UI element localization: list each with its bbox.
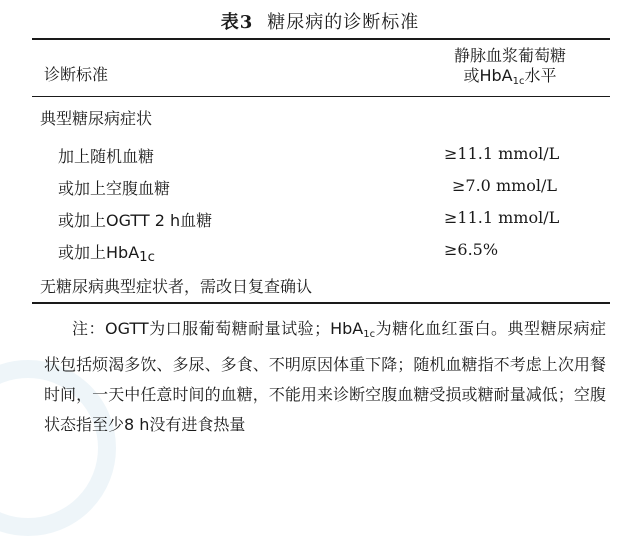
header-rule xyxy=(32,96,610,97)
row-value: ≥7.0 mmol/L xyxy=(452,176,558,195)
footnote-subscript: 1c xyxy=(363,329,376,340)
header-criteria: 诊断标准 xyxy=(44,65,109,84)
table-row xyxy=(58,240,155,265)
top-rule xyxy=(32,38,610,40)
table-row xyxy=(58,208,212,231)
row-label-subscript: 1c xyxy=(139,250,155,265)
header-hba-text: 或HbA xyxy=(463,66,513,85)
row-label: 或加上OGTT 2 h血糖 xyxy=(58,211,213,230)
row-label: 或加上HbA xyxy=(58,243,140,262)
row-label: 无糖尿病典型症状者，需改日复查确认 xyxy=(40,277,313,296)
row-label: 加上随机血糖 xyxy=(58,147,155,166)
table-row xyxy=(40,274,312,297)
row-label: 或加上空腹血糖 xyxy=(58,179,171,198)
row-label: 典型糖尿病症状 xyxy=(40,109,153,128)
table-row xyxy=(58,176,170,199)
header-glucose-line1: 静脉血浆葡萄糖 xyxy=(453,46,566,65)
footnote-text-1: 注：OGTT为口服葡萄糖耐量试验；HbA xyxy=(72,319,364,338)
header-hba-subscript: 1c xyxy=(512,76,525,87)
table-number: 表3 xyxy=(220,12,254,33)
row-value: ≥11.1 mmol/L xyxy=(444,208,560,227)
footnote-text-2: 为糖化血红蛋白。典型糖尿病症状包括烦渴多饮、多尿、多食、不明原因体重下降；随机血糖指不考虑上次用餐时间，一天中任意时间的血糖，不能用来诊断空腹血糖受损或糖耐量减低；空腹状态指至少8 h没有进食热量 xyxy=(44,319,606,434)
table-row xyxy=(58,144,154,167)
header-glucose-line2 xyxy=(420,66,600,92)
table-title xyxy=(0,8,640,34)
table-caption: 糖尿病的诊断标准 xyxy=(267,12,420,33)
table-row xyxy=(40,106,152,129)
header-glucose-level xyxy=(420,46,600,92)
bottom-rule xyxy=(32,302,610,304)
header-level-text: 水平 xyxy=(524,66,557,85)
row-value: ≥11.1 mmol/L xyxy=(444,144,560,163)
row-value: ≥6.5% xyxy=(444,240,499,259)
table-footnote xyxy=(44,314,606,440)
